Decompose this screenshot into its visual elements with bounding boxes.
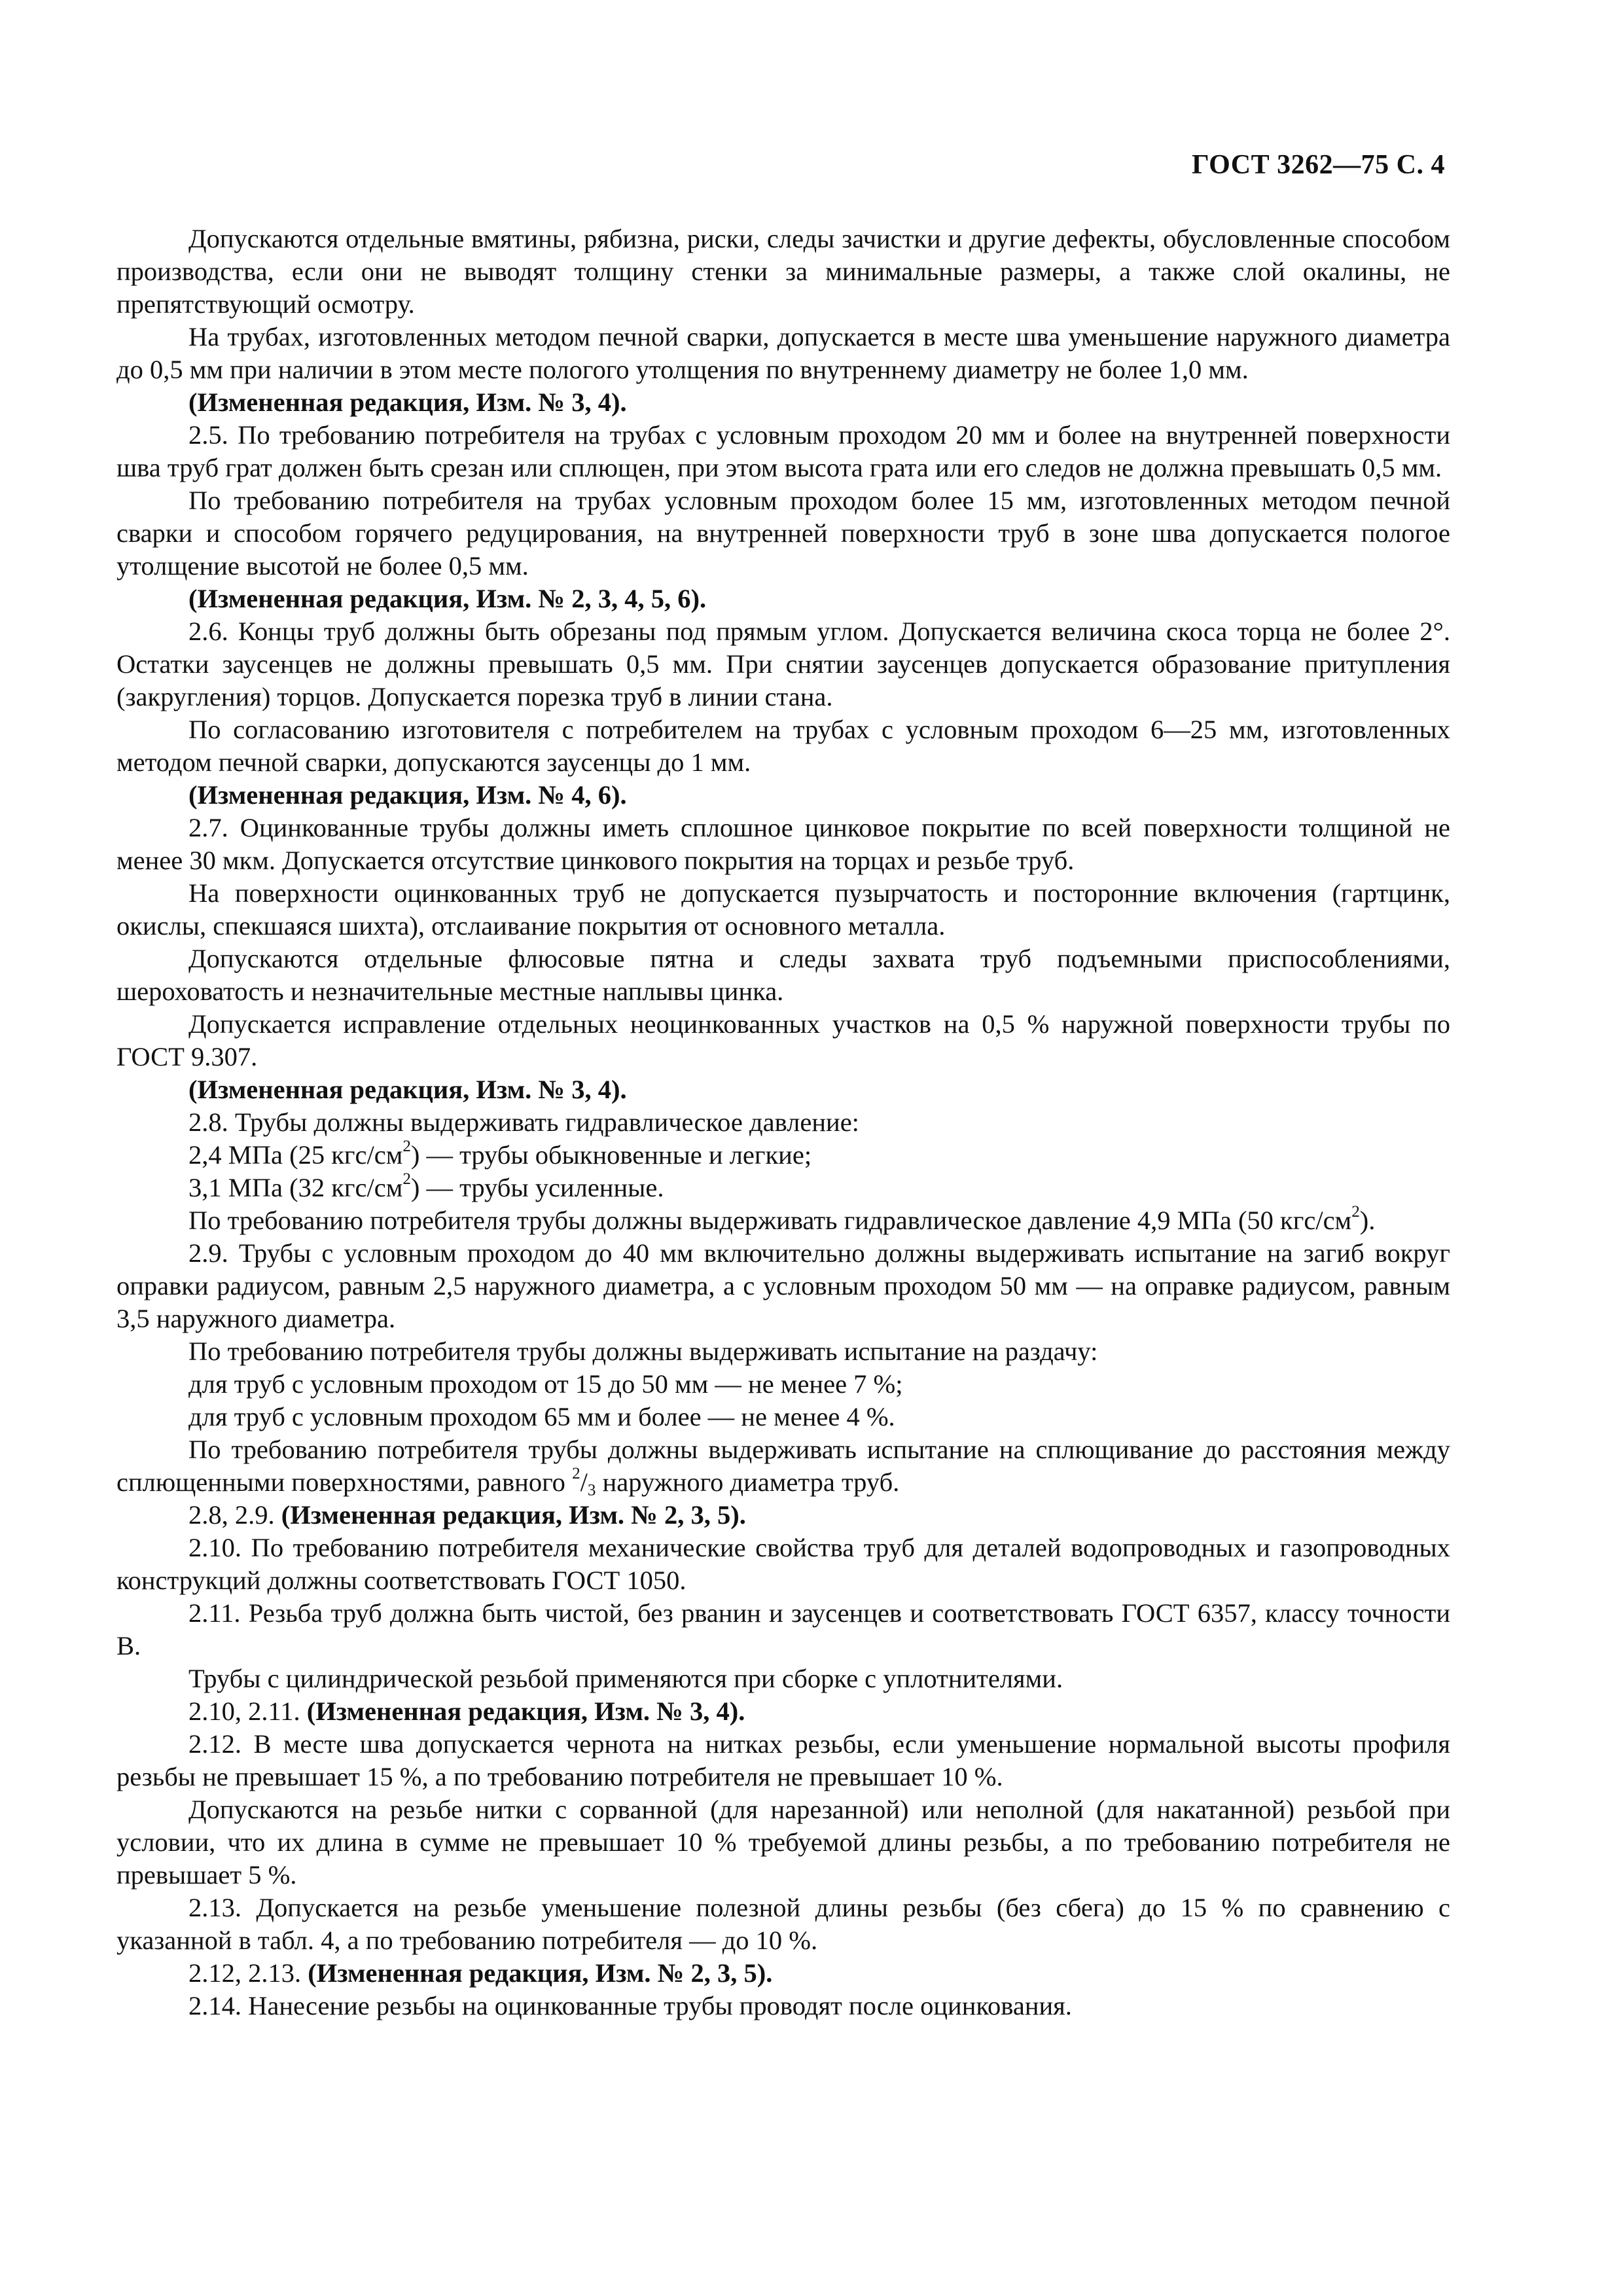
paragraph: Допускается исправление отдельных неоцинкованных участков на 0,5 % наружной поверхности трубы по ГОСТ 9.307.	[116, 1009, 1450, 1071]
amendment-text: (Измененная редакция, Изм. № 2, 3, 5).	[281, 1500, 746, 1530]
paragraph: На поверхности оцинкованных труб не допускается пузырчатость и посторонние включения (гартцинк, окислы, спекшаяся шихта), отслаивание покрытия от основного металла.	[116, 878, 1450, 941]
fraction-denominator: 3	[587, 1481, 596, 1499]
text: 3,1 МПа (32 кгс/см	[188, 1173, 403, 1202]
paragraph: Допускаются отдельные флюсовые пятна и следы захвата труб подъемными приспособлениями, шероховатость и незначительные местные наплывы цинка.	[116, 944, 1450, 1006]
paragraph: 2.6. Концы труб должны быть обрезаны под прямым углом. Допускается величина скоса торца не более 2°. Остатки заусенцев не должны превышать 0,5 мм. При снятии заусенцев допускается образование притупления (закругления) торцов. Допускается порезка труб в линии стана.	[116, 617, 1450, 711]
paragraph	[116, 1433, 1450, 1499]
paragraph	[116, 1172, 1450, 1204]
paragraph: 2.7. Оцинкованные трубы должны иметь сплошное цинковое покрытие по всей поверхности толщиной не менее 30 мкм. Допускается отсутствие цинкового покрытия на торцах и резьбе труб.	[116, 813, 1450, 875]
paragraph	[116, 1204, 1450, 1237]
clause-numbers: 2.8, 2.9.	[188, 1500, 281, 1530]
paragraph: Трубы с цилиндрической резьбой применяются при сборке с уплотнителями.	[188, 1664, 1063, 1693]
superscript: 2	[1351, 1203, 1360, 1221]
paragraph: 2.10. По требованию потребителя механические свойства труб для деталей водопроводных и газопроводных конструкций должны соответствовать ГОСТ 1050.	[116, 1533, 1450, 1595]
clause-numbers: 2.12, 2.13.	[188, 1958, 308, 1988]
amendment-text: (Измененная редакция, Изм. № 3, 4).	[306, 1696, 745, 1726]
amendment-note: (Измененная редакция, Изм. № 3, 4).	[188, 387, 627, 417]
text: наружного диаметра труб.	[596, 1467, 900, 1497]
paragraph: 2.8. Трубы должны выдерживать гидравлическое давление:	[188, 1107, 859, 1137]
amendment-note: (Измененная редакция, Изм. № 3, 4).	[188, 1075, 627, 1104]
text: 2,4 МПа (25 кгс/см	[188, 1140, 403, 1170]
paragraph: 2.13. Допускается на резьбе уменьшение полезной длины резьбы (без сбега) до 15 % по сравнению с указанной в табл. 4, а по требованию потребителя — до 10 %.	[116, 1893, 1450, 1955]
text: По требованию потребителя трубы должны выдерживать испытание на сплющивание до расстояния между сплющенными поверхностями, равного	[116, 1435, 1450, 1497]
document-body	[116, 223, 1450, 2022]
superscript: 2	[402, 1138, 411, 1156]
paragraph: 2.11. Резьба труб должна быть чистой, без рванин и заусенцев и соответствовать ГОСТ 6357, классу точности В.	[116, 1598, 1450, 1660]
clause-numbers: 2.10, 2.11.	[188, 1696, 307, 1726]
text: ) — трубы обыкновенные и легкие;	[410, 1140, 812, 1170]
amendment-note	[116, 1957, 1450, 1990]
text: ) — трубы усиленные.	[410, 1173, 664, 1202]
superscript: 2	[402, 1170, 411, 1189]
paragraph: По требованию потребителя на трубах условным проходом более 15 мм, изготовленных методом печной сварки и способом горячего редуцирования, на внутренней поверхности труб в зоне шва допускается пологое утолщение высотой не более 0,5 мм.	[116, 486, 1450, 581]
paragraph: 2.12. В месте шва допускается чернота на нитках резьбы, если уменьшение нормальной высоты профиля резьбы не превышает 15 %, а по требованию потребителя не превышает 10 %.	[116, 1729, 1450, 1791]
paragraph: Допускаются на резьбе нитки с сорванной (для нарезанной) или неполной (для накатанной) резьбой при условии, что их длина в сумме не превышает 10 % требуемой длины резьбы, а по требованию потребителя не превышает 5 %.	[116, 1795, 1450, 1890]
paragraph: По согласованию изготовителя с потребителем на трубах с условным проходом 6—25 мм, изготовленных методом печной сварки, допускаются заусенцы до 1 мм.	[116, 715, 1450, 777]
paragraph: для труб с условным проходом от 15 до 50 мм — не менее 7 %;	[188, 1369, 903, 1399]
amendment-note: (Измененная редакция, Изм. № 2, 3, 4, 5, 6).	[188, 584, 707, 613]
amendment-note	[116, 1695, 1450, 1728]
amendment-note: (Измененная редакция, Изм. № 4, 6).	[188, 780, 627, 810]
paragraph: для труб с условным проходом 65 мм и более — не менее 4 %.	[188, 1402, 895, 1431]
text: ).	[1359, 1206, 1376, 1235]
fraction-slash: /	[580, 1467, 588, 1497]
paragraph: 2.9. Трубы с условным проходом до 40 мм включительно должны выдерживать испытание на загиб вокруг оправки радиусом, равным 2,5 наружного диаметра, а с условным проходом 50 мм — на оправке радиусом, равным 3,5 наружного диаметра.	[116, 1238, 1450, 1333]
amendment-note	[116, 1499, 1450, 1532]
fraction-numerator: 2	[572, 1465, 580, 1483]
text: По требованию потребителя трубы должны выдерживать гидравлическое давление 4,9 МПа (50 кгс/см	[188, 1206, 1352, 1235]
paragraph: На трубах, изготовленных методом печной сварки, допускается в месте шва уменьшение наружного диаметра до 0,5 мм при наличии в этом месте пологого утолщения по внутреннему диаметру не более 1,0 мм.	[116, 322, 1450, 384]
paragraph: 2.5. По требованию потребителя на трубах с условным проходом 20 мм и более на внутренней поверхности шва труб грат должен быть срезан или сплющен, при этом высота грата или его следов не должна превышать 0,5 мм.	[116, 420, 1450, 482]
paragraph: По требованию потребителя трубы должны выдерживать испытание на раздачу:	[188, 1336, 1098, 1366]
paragraph: Допускаются отдельные вмятины, рябизна, риски, следы зачистки и другие дефекты, обусловленные способом производства, если они не выводят толщину стенки за минимальные размеры, а также слой окалины, не препятствующий осмотру.	[116, 224, 1450, 319]
amendment-text: (Измененная редакция, Изм. № 2, 3, 5).	[308, 1958, 773, 1988]
paragraph	[116, 1139, 1450, 1172]
page-header: ГОСТ 3262—75 С. 4	[1191, 150, 1445, 180]
paragraph: 2.14. Нанесение резьбы на оцинкованные трубы проводят после оцинкования.	[188, 1991, 1072, 2020]
